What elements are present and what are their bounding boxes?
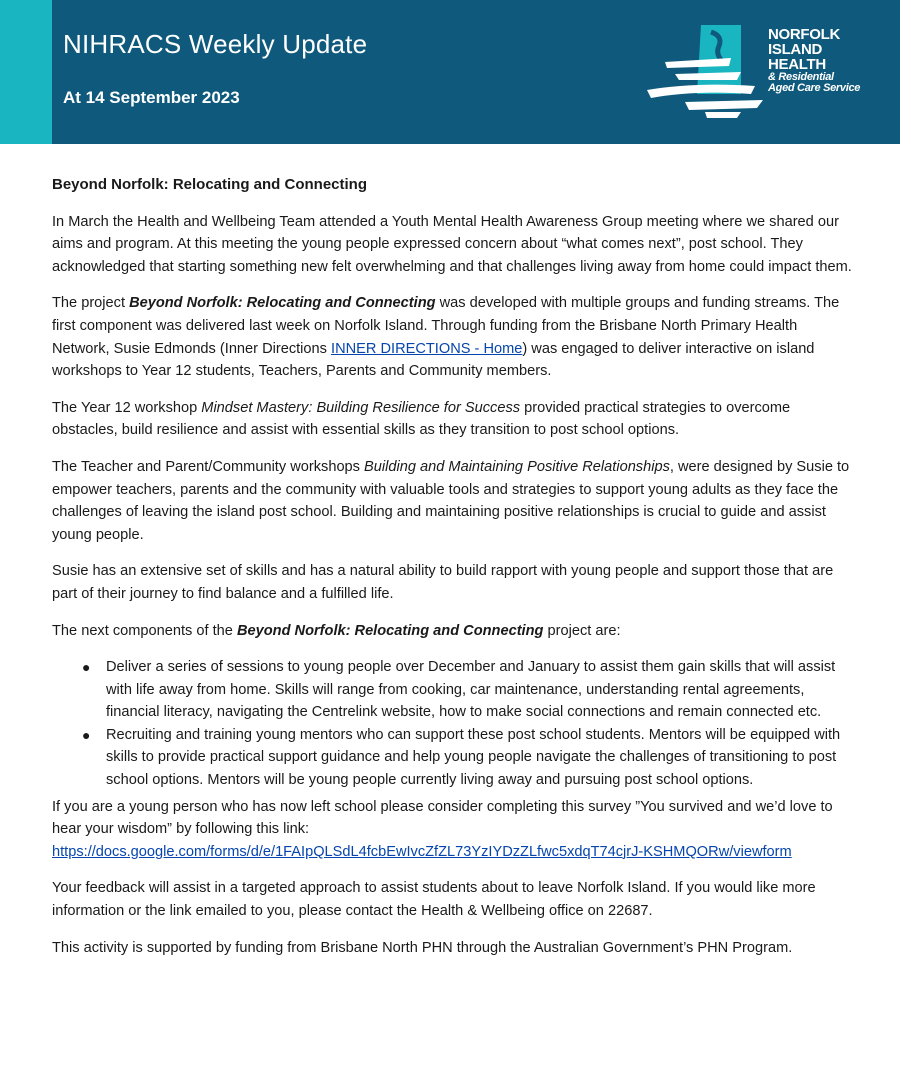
paragraph-susie-skills: Susie has an extensive set of skills and has a natural ability to build rapport with young people and support those that are part of their journey to find balance and a fulfilled life.: [52, 563, 834, 602]
paragraph-community-workshops: [52, 456, 852, 546]
update-date: At 14 September 2023: [63, 88, 240, 107]
logo-line-4: & Residential: [768, 71, 834, 83]
paragraph-intro: In March the Health and Wellbeing Team attended a Youth Mental Health Awareness Group meeting where we shared our aims and program. At this meeting the young people expressed concern about “what comes next”, post school. They acknowledged that starting something new felt overwhelming and that challenges living away from home could impact them.: [52, 213, 852, 275]
logo-line-5: Aged Care Service: [768, 82, 861, 94]
logo-line-1: NORFOLK: [768, 26, 841, 43]
components-list: [82, 656, 852, 792]
bullet-icon: ●: [82, 659, 91, 676]
text-run: The next components of the: [52, 622, 237, 639]
article-body: [52, 172, 852, 973]
project-name-emphasis: Beyond Norfolk: Relocating and Connecting: [236, 622, 544, 639]
paragraph-next-components: [52, 620, 852, 643]
header-accent-bar: [0, 0, 52, 144]
text-run: provided practical strategies to overcome obstacles, build resilience and assist with essential skills as they transition to post school options.: [52, 399, 791, 439]
logo-line-3: HEALTH: [768, 56, 826, 73]
bullet-icon: ●: [82, 726, 91, 743]
text-run: The project: [52, 295, 130, 312]
text-run: project are:: [543, 622, 621, 639]
text-run: The Year 12 workshop: [52, 399, 202, 416]
list-item-text: Recruiting and training young mentors who can support these post school students. Mentors will be equipped with skills to provide practical support guidance and help young people navigate the challenges of transitioning to post school options. Mentors will be young people currently living away and pursuing post school options.: [106, 726, 841, 789]
header-band: [0, 0, 900, 144]
list-item: [82, 724, 852, 792]
list-item: [82, 656, 852, 724]
text-run: ) was engaged to deliver interactive on island workshops to Year 12 students, Teachers, Parents and Community members.: [52, 340, 815, 380]
list-item-text: Deliver a series of sessions to young people over December and January to assist them gain skills that will assist with life away from home. Skills will range from cooking, car maintenance, understanding rental agreements, financial literacy, navigating the Centrelink website, how to make social connections and remain connected etc.: [106, 659, 836, 721]
paragraph-year12-workshop: [52, 397, 852, 442]
page-title: NIHRACS Weekly Update: [63, 29, 368, 59]
logo-text: [768, 27, 860, 94]
logo-line-2: ISLAND: [768, 41, 823, 58]
paragraph-project: [52, 292, 852, 382]
inner-directions-link[interactable]: INNER DIRECTIONS - Home: [331, 340, 523, 357]
workshop-name-emphasis: Building and Maintaining Positive Relationships: [364, 458, 670, 475]
paragraph-survey: [52, 796, 852, 864]
text-run: If you are a young person who has now left school please consider completing this survey ”You survived and we’d love to hear your wisdom” by following this link:: [52, 798, 833, 838]
text-run: was developed with multiple groups and funding streams. The first component was delivered last week on Norfolk Island. Through funding from the Brisbane North Primary Health Network, Susie Edmonds (Inner Directions: [52, 295, 840, 357]
text-run: The Teacher and Parent/Community workshops: [52, 458, 365, 475]
paragraph-funding: This activity is supported by funding from Brisbane North PHN through the Australian Government’s PHN Program.: [52, 939, 793, 956]
survey-link[interactable]: https://docs.google.com/forms/d/e/1FAIpQLSdL4fcbEwIvcZfZL73YzIYDzZLfwc5xdqT74cjrJ-KSHMQORw/viewform: [52, 843, 792, 860]
article-heading: Beyond Norfolk: Relocating and Connecting: [52, 176, 368, 193]
project-name-emphasis: Beyond Norfolk: Relocating and Connecting: [129, 295, 436, 312]
norfolk-island-health-logo: [645, 22, 885, 122]
workshop-name-emphasis: Mindset Mastery: Building Resilience for Success: [201, 399, 521, 416]
paragraph-feedback: Your feedback will assist in a targeted approach to assist students about to leave Norfolk Island. If you would like more information or the link emailed to you, please contact the Health & Wellbeing office on 22687.: [52, 880, 816, 920]
logo-mark-icon: [645, 22, 765, 122]
text-run: , were designed by Susie to empower teachers, parents and the community with valuable tools and strategies to support young adults as they face the challenges of leaving the island post school. Building and maintaining positive relationships is crucial to guide and assist young people.: [52, 458, 850, 543]
